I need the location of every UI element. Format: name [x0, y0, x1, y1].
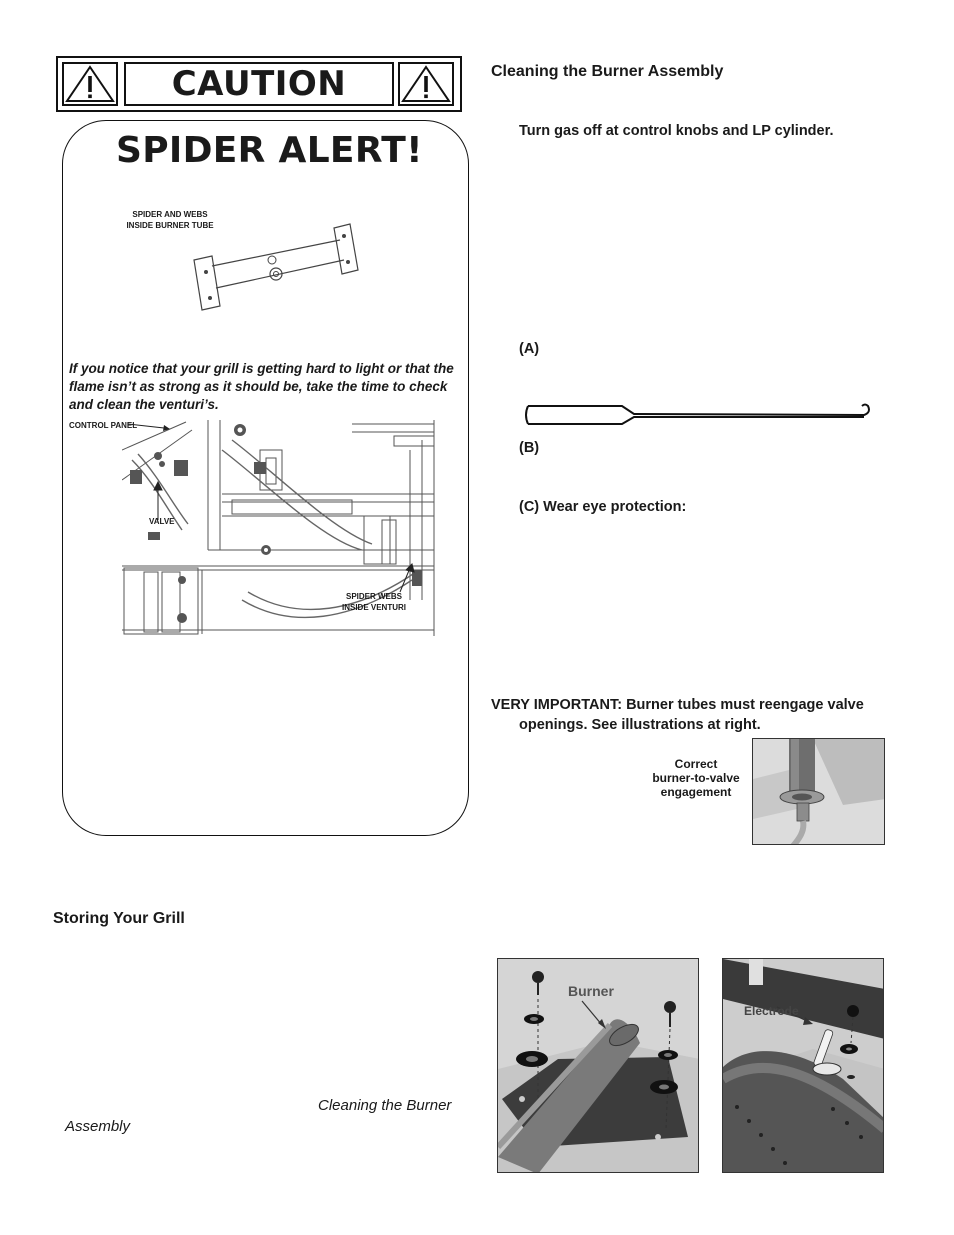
burner-tube-label: SPIDER AND WEBS INSIDE BURNER TUBE [126, 210, 214, 230]
valve-label: VALVE [149, 517, 175, 526]
electrode-photo [722, 958, 884, 1173]
engagement-caption: Correct burner-to-valve engagement [652, 757, 740, 799]
caution-title-box [124, 62, 394, 106]
cleaning-heading: Cleaning the Burner Assembly [491, 63, 724, 80]
burner-photo-label: Burner [568, 983, 614, 999]
spider-alert-title: SPIDER ALERT! [116, 130, 423, 171]
spider-notice: If you notice that your grill is getting hard to light or that the flame isn’t as strong as it should be, take the time to check and clean the venturi’s. [69, 361, 454, 412]
spider-webs-label: SPIDER WEBS INSIDE VENTURI [341, 592, 406, 612]
storing-ref-part2: Assembly [65, 1118, 131, 1135]
valve-engagement-photo [752, 738, 885, 845]
important-line-2: openings. See illustrations at right. [519, 717, 761, 733]
step-b: (B) [519, 440, 540, 456]
step-a: (A) [519, 341, 540, 357]
control-panel-label: CONTROL PANEL [69, 421, 138, 430]
caution-title: CAUTION [171, 64, 347, 104]
electrode-photo-label: Electrode [744, 1004, 799, 1018]
control-panel-arrow-icon [128, 420, 172, 434]
storing-ref-part1: Cleaning the Burner [318, 1097, 452, 1114]
important-line-1: VERY IMPORTANT: Burner tubes must reengage valve [491, 697, 864, 713]
burner-tube-illustration [188, 222, 364, 314]
storing-heading: Storing Your Grill [53, 910, 185, 927]
warning-triangle-icon [62, 62, 118, 106]
caution-banner [56, 56, 462, 112]
warning-triangle-icon [398, 62, 454, 106]
step-c: (C) Wear eye protection: [519, 499, 687, 515]
cleaning-tool-icon [522, 402, 874, 428]
step-gas-off: Turn gas off at control knobs and LP cylinder. [519, 123, 834, 139]
